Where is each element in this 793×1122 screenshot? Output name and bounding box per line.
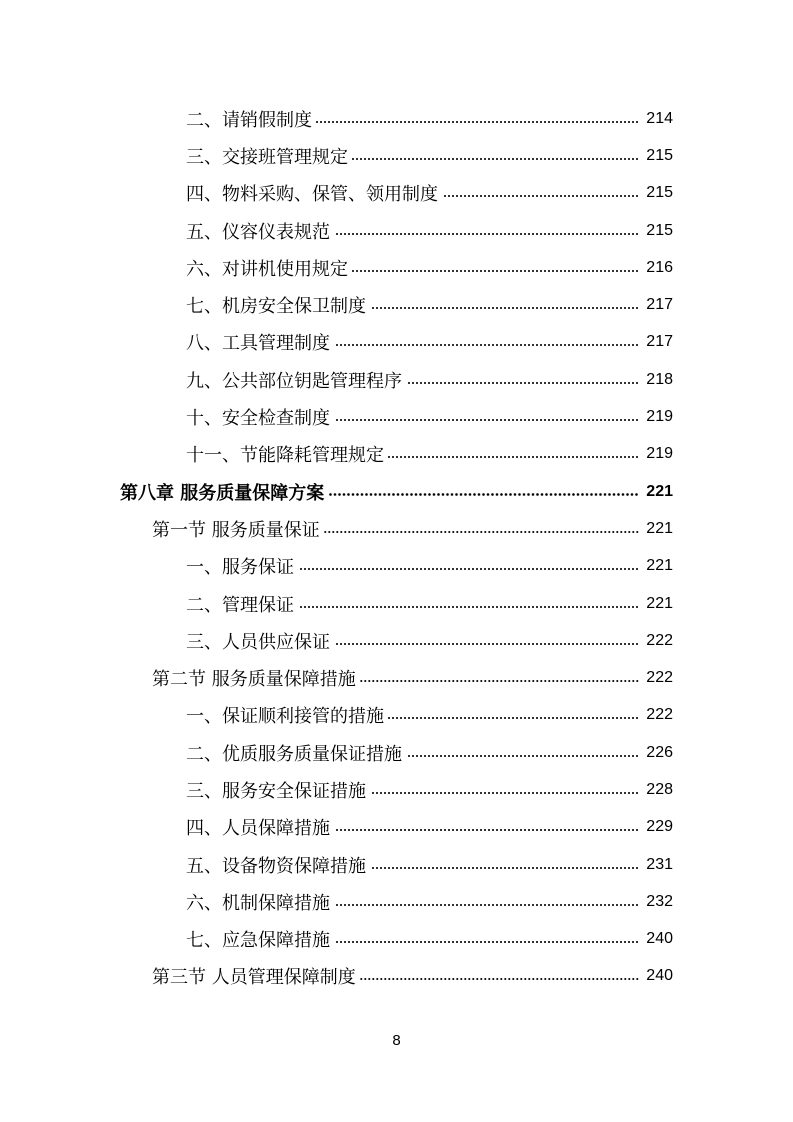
toc-entry-page: 216 xyxy=(646,258,673,276)
toc-entry-page: 219 xyxy=(646,408,673,426)
dot-leader xyxy=(388,456,639,458)
toc-entry[interactable] xyxy=(0,212,793,249)
toc-entry-title: 二、管理保证 xyxy=(186,594,294,616)
toc-entry-page: 222 xyxy=(646,706,673,724)
toc-entry[interactable] xyxy=(0,622,793,659)
toc-entry[interactable] xyxy=(0,398,793,435)
dot-leader xyxy=(360,680,639,682)
toc-entry-title: 二、优质服务质量保证措施 xyxy=(186,743,402,765)
toc-entry-page: 222 xyxy=(646,631,673,649)
toc-entry-page: 228 xyxy=(646,780,673,798)
dot-leader xyxy=(334,643,639,645)
toc-entry-page: 221 xyxy=(646,557,673,575)
toc-entry-page: 231 xyxy=(646,855,673,873)
toc-entry-title: 三、交接班管理规定 xyxy=(186,146,348,168)
toc-entry-title: 四、人员保障措施 xyxy=(186,818,330,840)
toc-entry-title: 十、安全检查制度 xyxy=(186,408,330,430)
toc-entry-page: 217 xyxy=(646,333,673,351)
toc-entry[interactable] xyxy=(0,697,793,734)
toc-entry-page: 217 xyxy=(646,296,673,314)
toc-entry-page: 215 xyxy=(646,146,673,164)
toc-entry-title: 五、设备物资保障措施 xyxy=(186,855,366,877)
dot-leader xyxy=(298,606,639,608)
dot-leader xyxy=(298,568,639,570)
toc-entry[interactable] xyxy=(0,883,793,920)
toc-entry-title: 十一、节能降耗管理规定 xyxy=(186,445,384,467)
toc-entry-title: 七、机房安全保卫制度 xyxy=(186,296,366,318)
dot-leader xyxy=(334,829,639,831)
dot-leader xyxy=(352,158,639,160)
toc-entry-title: 三、人员供应保证 xyxy=(186,631,330,653)
dot-leader xyxy=(370,867,639,869)
toc-section-title: 第一节 服务质量保证 xyxy=(152,519,320,541)
toc-entry[interactable] xyxy=(0,809,793,846)
dot-leader xyxy=(334,233,639,235)
toc-entry-title: 四、物料采购、保管、领用制度 xyxy=(186,184,438,206)
toc-section-entry[interactable] xyxy=(0,958,793,995)
toc-entry-page: 232 xyxy=(646,892,673,910)
dot-leader xyxy=(370,307,639,309)
toc-section-title: 第三节 人员管理保障制度 xyxy=(152,967,356,989)
toc-entry-title: 六、机制保障措施 xyxy=(186,892,330,914)
toc-entry[interactable] xyxy=(0,846,793,883)
toc-entry[interactable] xyxy=(0,249,793,286)
toc-entry[interactable] xyxy=(0,100,793,137)
dot-leader xyxy=(406,382,639,384)
dot-leader xyxy=(388,717,639,719)
toc-entry[interactable] xyxy=(0,771,793,808)
toc-chapter-title: 第八章 服务质量保障方案 xyxy=(120,482,325,504)
toc-entry[interactable] xyxy=(0,921,793,958)
toc-entry-title: 九、公共部位钥匙管理程序 xyxy=(186,370,402,392)
toc-chapter-page: 221 xyxy=(646,482,673,500)
toc-entry-title: 三、服务安全保证措施 xyxy=(186,780,366,802)
toc-entry[interactable] xyxy=(0,585,793,622)
page-number: 8 xyxy=(392,1032,401,1049)
toc-entry[interactable] xyxy=(0,734,793,771)
toc-section-entry[interactable] xyxy=(0,659,793,696)
dot-leader xyxy=(406,755,639,757)
toc-entry[interactable] xyxy=(0,548,793,585)
toc-entry-page: 218 xyxy=(646,370,673,388)
toc-entry-page: 215 xyxy=(646,184,673,202)
toc-entry-title: 一、服务保证 xyxy=(186,557,294,579)
toc-entry-page: 219 xyxy=(646,445,673,463)
dot-leader xyxy=(334,344,639,346)
toc-entry[interactable] xyxy=(0,436,793,473)
toc-section-page: 240 xyxy=(646,967,673,985)
toc-entry[interactable] xyxy=(0,175,793,212)
toc-section-title: 第二节 服务质量保障措施 xyxy=(152,669,356,691)
toc-entry[interactable] xyxy=(0,361,793,398)
toc-entry[interactable] xyxy=(0,286,793,323)
toc-entry[interactable] xyxy=(0,324,793,361)
dot-leader xyxy=(316,121,639,123)
dot-leader xyxy=(352,270,639,272)
toc-chapter-entry[interactable] xyxy=(0,473,793,510)
toc-entry-title: 二、请销假制度 xyxy=(186,109,312,131)
toc-entry-title: 八、工具管理制度 xyxy=(186,333,330,355)
toc-entry-page: 240 xyxy=(646,930,673,948)
toc-section-page: 221 xyxy=(646,519,673,537)
toc-entry-page: 226 xyxy=(646,743,673,761)
dot-leader xyxy=(334,941,639,943)
dot-leader xyxy=(328,493,639,496)
toc-entry-title: 五、仪容仪表规范 xyxy=(186,221,330,243)
dot-leader xyxy=(334,419,639,421)
toc-entry-title: 七、应急保障措施 xyxy=(186,930,330,952)
toc-entry-page: 229 xyxy=(646,818,673,836)
toc-entry[interactable] xyxy=(0,137,793,174)
toc-entry-page: 214 xyxy=(646,109,673,127)
table-of-contents xyxy=(0,100,793,995)
dot-leader xyxy=(360,978,639,980)
toc-entry-page: 215 xyxy=(646,221,673,239)
toc-section-entry[interactable] xyxy=(0,510,793,547)
dot-leader xyxy=(442,195,639,197)
dot-leader xyxy=(334,904,639,906)
toc-entry-title: 一、保证顺利接管的措施 xyxy=(186,706,384,728)
toc-entry-title: 六、对讲机使用规定 xyxy=(186,258,348,280)
toc-entry-page: 221 xyxy=(646,594,673,612)
dot-leader xyxy=(370,792,639,794)
toc-section-page: 222 xyxy=(646,669,673,687)
dot-leader xyxy=(324,531,639,533)
